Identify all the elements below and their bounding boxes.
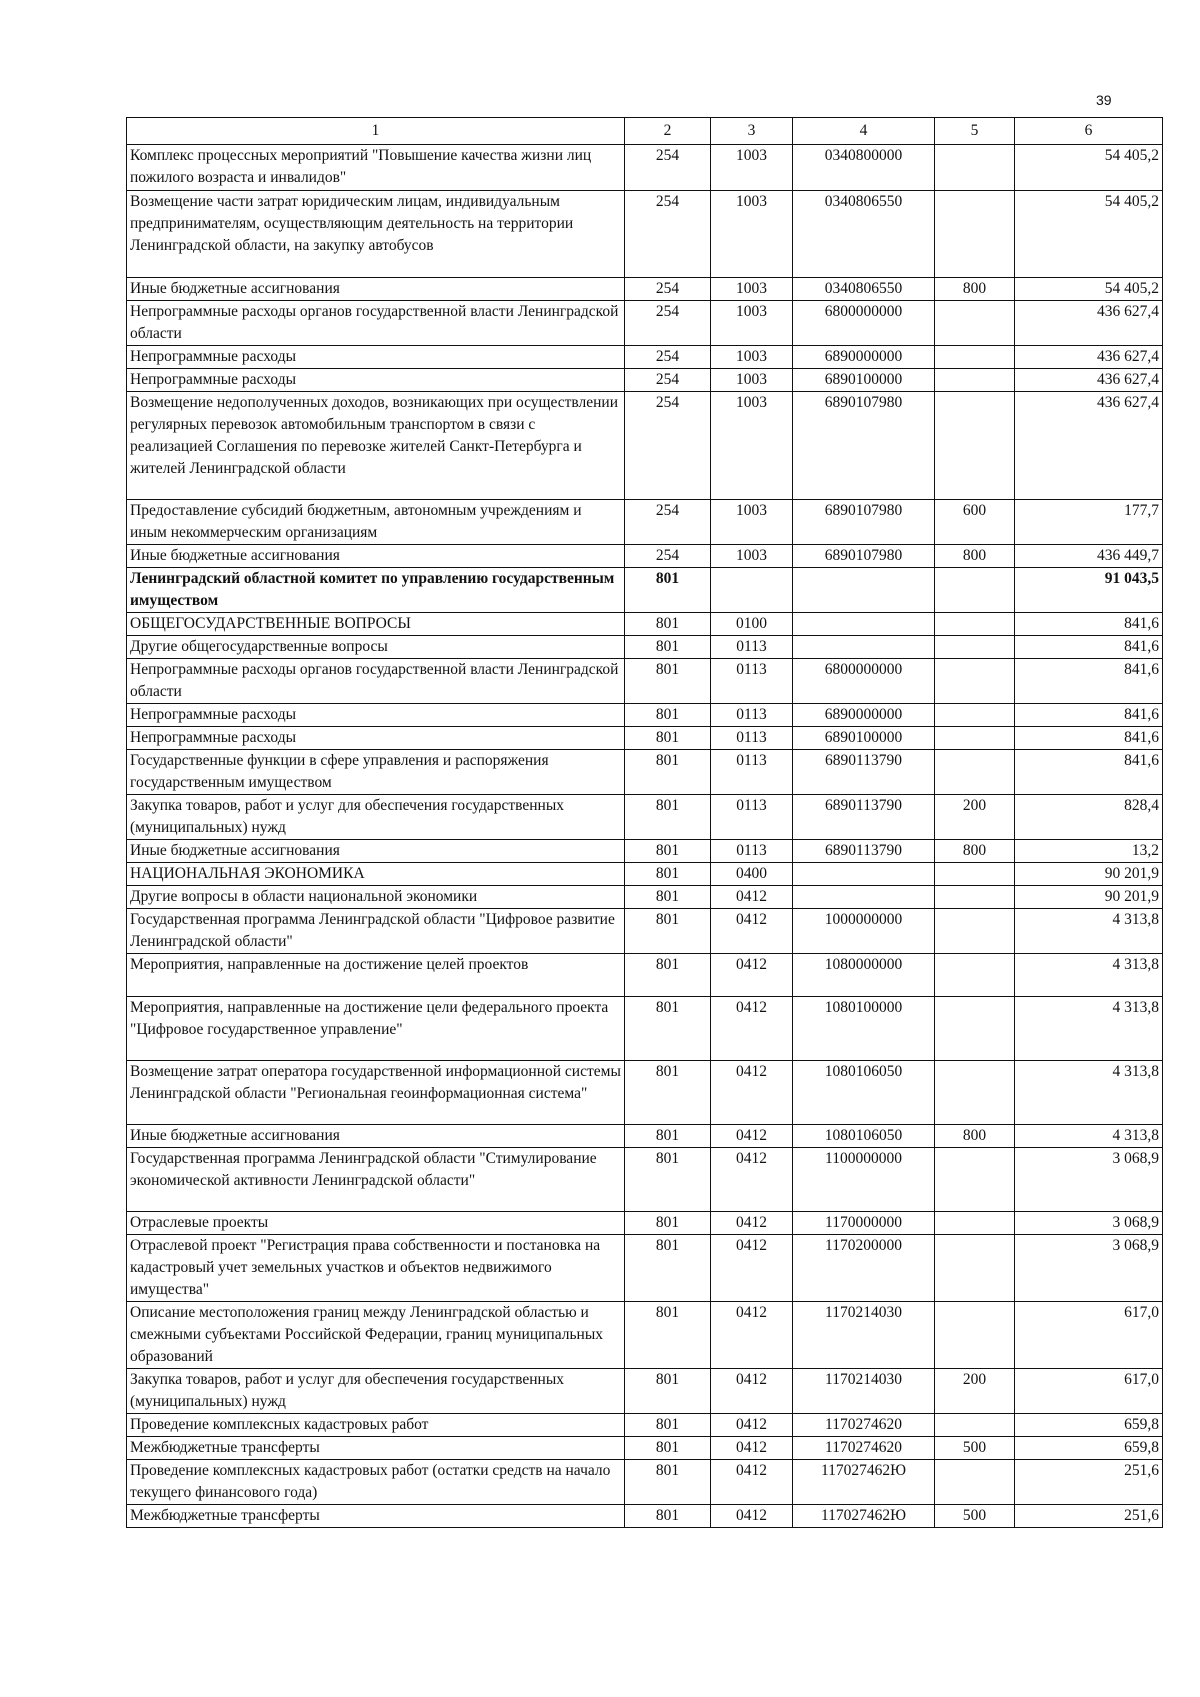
row-amount: 177,7	[1015, 500, 1163, 545]
row-target-code: 6890100000	[793, 369, 935, 392]
row-section-code: 1003	[711, 369, 793, 392]
row-section-code: 1003	[711, 191, 793, 278]
row-name: Иные бюджетные ассигнования	[127, 278, 625, 301]
row-amount: 436 627,4	[1015, 392, 1163, 500]
row-ministry-code: 801	[625, 1125, 711, 1148]
row-section-code: 0412	[711, 1212, 793, 1235]
row-ministry-code: 254	[625, 392, 711, 500]
row-ministry-code: 254	[625, 346, 711, 369]
table-row	[127, 886, 1163, 909]
row-amount: 13,2	[1015, 840, 1163, 863]
table-row	[127, 613, 1163, 636]
row-ministry-code: 801	[625, 1302, 711, 1369]
row-ministry-code: 254	[625, 301, 711, 346]
row-amount: 4 313,8	[1015, 1061, 1163, 1125]
row-section-code: 0400	[711, 863, 793, 886]
row-name: Межбюджетные трансферты	[127, 1505, 625, 1528]
table-row	[127, 750, 1163, 795]
row-name: Предоставление субсидий бюджетным, автономным учреждениям и иным некоммерческим организациям	[127, 500, 625, 545]
row-amount: 659,8	[1015, 1414, 1163, 1437]
row-name: Межбюджетные трансферты	[127, 1437, 625, 1460]
row-expense-type: 200	[935, 795, 1015, 840]
row-expense-type	[935, 346, 1015, 369]
row-ministry-code: 801	[625, 727, 711, 750]
row-ministry-code: 801	[625, 1235, 711, 1302]
row-name: Государственные функции в сфере управления и распоряжения государственным имуществом	[127, 750, 625, 795]
row-expense-type	[935, 636, 1015, 659]
table-header-row	[127, 118, 1163, 145]
row-name: Непрограммные расходы	[127, 369, 625, 392]
table-row	[127, 1212, 1163, 1235]
row-section-code: 0113	[711, 750, 793, 795]
table-row	[127, 1369, 1163, 1414]
row-section-code: 0412	[711, 1460, 793, 1505]
table-row	[127, 1061, 1163, 1125]
row-target-code: 1170214030	[793, 1302, 935, 1369]
row-amount: 659,8	[1015, 1437, 1163, 1460]
row-target-code: 1080106050	[793, 1125, 935, 1148]
row-target-code	[793, 863, 935, 886]
row-amount: 3 068,9	[1015, 1235, 1163, 1302]
row-ministry-code: 801	[625, 1369, 711, 1414]
row-ministry-code: 801	[625, 840, 711, 863]
row-amount: 54 405,2	[1015, 145, 1163, 191]
row-target-code: 6890000000	[793, 704, 935, 727]
row-target-code: 117027462Ю	[793, 1505, 935, 1528]
row-amount: 828,4	[1015, 795, 1163, 840]
table-row	[127, 636, 1163, 659]
table-row	[127, 1148, 1163, 1212]
row-section-code: 1003	[711, 145, 793, 191]
row-name: ОБЩЕГОСУДАРСТВЕННЫЕ ВОПРОСЫ	[127, 613, 625, 636]
row-amount: 436 627,4	[1015, 346, 1163, 369]
row-expense-type	[935, 704, 1015, 727]
row-ministry-code: 801	[625, 704, 711, 727]
table-row	[127, 1125, 1163, 1148]
row-section-code: 1003	[711, 301, 793, 346]
row-section-code: 1003	[711, 500, 793, 545]
row-section-code: 0412	[711, 997, 793, 1061]
row-expense-type	[935, 1460, 1015, 1505]
row-name: Другие вопросы в области национальной экономики	[127, 886, 625, 909]
row-expense-type: 800	[935, 545, 1015, 568]
row-amount: 54 405,2	[1015, 191, 1163, 278]
column-header: 6	[1015, 118, 1163, 145]
row-amount: 841,6	[1015, 613, 1163, 636]
row-expense-type	[935, 568, 1015, 613]
row-name: Иные бюджетные ассигнования	[127, 1125, 625, 1148]
row-section-code: 0412	[711, 909, 793, 954]
row-amount: 251,6	[1015, 1505, 1163, 1528]
row-target-code: 1170274620	[793, 1437, 935, 1460]
table-row	[127, 909, 1163, 954]
row-name: Непрограммные расходы	[127, 727, 625, 750]
row-ministry-code: 801	[625, 863, 711, 886]
row-name: Возмещение затрат оператора государственной информационной системы Ленинградской области "Региональная геоинформационная система"	[127, 1061, 625, 1125]
table-row	[127, 795, 1163, 840]
row-section-code: 0412	[711, 1235, 793, 1302]
row-expense-type	[935, 863, 1015, 886]
row-expense-type	[935, 1235, 1015, 1302]
table-row	[127, 500, 1163, 545]
row-section-code: 0113	[711, 795, 793, 840]
row-target-code: 1100000000	[793, 1148, 935, 1212]
row-name: Отраслевой проект "Регистрация права собственности и постановка на кадастровый учет земельных участков и объектов недвижимого имущества"	[127, 1235, 625, 1302]
row-target-code: 6800000000	[793, 301, 935, 346]
row-target-code: 1080100000	[793, 997, 935, 1061]
row-amount: 841,6	[1015, 750, 1163, 795]
row-section-code: 0412	[711, 1369, 793, 1414]
row-expense-type	[935, 1302, 1015, 1369]
row-name: Непрограммные расходы	[127, 704, 625, 727]
row-name: Ленинградский областной комитет по управлению государственным имуществом	[127, 568, 625, 613]
row-target-code: 6890100000	[793, 727, 935, 750]
row-expense-type	[935, 1212, 1015, 1235]
table-row	[127, 1302, 1163, 1369]
row-section-code: 0412	[711, 1061, 793, 1125]
row-section-code: 0113	[711, 840, 793, 863]
row-name: Государственная программа Ленинградской области "Цифровое развитие Ленинградской области"	[127, 909, 625, 954]
row-name: Другие общегосударственные вопросы	[127, 636, 625, 659]
row-expense-type	[935, 997, 1015, 1061]
row-expense-type	[935, 301, 1015, 346]
row-section-code: 1003	[711, 545, 793, 568]
row-ministry-code: 254	[625, 545, 711, 568]
row-target-code: 1170000000	[793, 1212, 935, 1235]
row-target-code: 6890000000	[793, 346, 935, 369]
row-ministry-code: 801	[625, 1212, 711, 1235]
row-name: Комплекс процессных мероприятий "Повышение качества жизни лиц пожилого возраста и инвалидов"	[127, 145, 625, 191]
row-ministry-code: 801	[625, 613, 711, 636]
row-ministry-code: 254	[625, 278, 711, 301]
column-header: 2	[625, 118, 711, 145]
row-target-code: 1170200000	[793, 1235, 935, 1302]
page-number: 39	[1096, 92, 1112, 108]
row-amount: 841,6	[1015, 727, 1163, 750]
table-row	[127, 1505, 1163, 1528]
row-section-code: 1003	[711, 346, 793, 369]
row-section-code: 0412	[711, 1148, 793, 1212]
table-row	[127, 1460, 1163, 1505]
row-expense-type: 500	[935, 1437, 1015, 1460]
row-name: Непрограммные расходы	[127, 346, 625, 369]
row-target-code: 0340800000	[793, 145, 935, 191]
table-row	[127, 1414, 1163, 1437]
row-ministry-code: 801	[625, 568, 711, 613]
row-amount: 3 068,9	[1015, 1212, 1163, 1235]
row-name: Мероприятия, направленные на достижение целей проектов	[127, 954, 625, 997]
row-section-code: 0412	[711, 1437, 793, 1460]
row-amount: 841,6	[1015, 659, 1163, 704]
row-ministry-code: 801	[625, 1437, 711, 1460]
row-target-code	[793, 886, 935, 909]
table-row	[127, 1235, 1163, 1302]
row-name: Непрограммные расходы органов государственной власти Ленинградской области	[127, 659, 625, 704]
row-section-code: 0100	[711, 613, 793, 636]
table-row	[127, 727, 1163, 750]
column-header: 1	[127, 118, 625, 145]
row-amount: 617,0	[1015, 1302, 1163, 1369]
row-expense-type: 800	[935, 840, 1015, 863]
row-expense-type	[935, 1061, 1015, 1125]
table-row	[127, 840, 1163, 863]
row-amount: 841,6	[1015, 704, 1163, 727]
table-row	[127, 369, 1163, 392]
row-target-code: 1080000000	[793, 954, 935, 997]
row-name: Закупка товаров, работ и услуг для обеспечения государственных (муниципальных) нужд	[127, 795, 625, 840]
row-name: Проведение комплексных кадастровых работ	[127, 1414, 625, 1437]
row-expense-type: 500	[935, 1505, 1015, 1528]
table-row	[127, 863, 1163, 886]
row-ministry-code: 801	[625, 1148, 711, 1212]
row-expense-type	[935, 145, 1015, 191]
row-name: Иные бюджетные ассигнования	[127, 840, 625, 863]
row-name: Описание местоположения границ между Ленинградской областью и смежными субъектами Российской Федерации, границ муниципальных образований	[127, 1302, 625, 1369]
table-row	[127, 392, 1163, 500]
row-name: Государственная программа Ленинградской области "Стимулирование экономической активности Ленинградской области"	[127, 1148, 625, 1212]
column-header: 3	[711, 118, 793, 145]
row-ministry-code: 801	[625, 1061, 711, 1125]
row-expense-type: 200	[935, 1369, 1015, 1414]
row-target-code: 1170274620	[793, 1414, 935, 1437]
row-name: Мероприятия, направленные на достижение цели федерального проекта "Цифровое государственное управление"	[127, 997, 625, 1061]
table-row	[127, 301, 1163, 346]
row-ministry-code: 801	[625, 1414, 711, 1437]
row-ministry-code: 801	[625, 1460, 711, 1505]
row-section-code: 0412	[711, 1125, 793, 1148]
row-section-code: 0412	[711, 954, 793, 997]
row-ministry-code: 254	[625, 145, 711, 191]
row-amount: 4 313,8	[1015, 1125, 1163, 1148]
table-row	[127, 145, 1163, 191]
row-amount: 54 405,2	[1015, 278, 1163, 301]
row-expense-type	[935, 369, 1015, 392]
row-target-code: 0340806550	[793, 278, 935, 301]
row-ministry-code: 254	[625, 500, 711, 545]
row-amount: 436 627,4	[1015, 301, 1163, 346]
row-section-code: 0113	[711, 704, 793, 727]
row-ministry-code: 254	[625, 191, 711, 278]
row-section-code	[711, 568, 793, 613]
row-expense-type	[935, 886, 1015, 909]
row-section-code: 0412	[711, 1505, 793, 1528]
row-amount: 3 068,9	[1015, 1148, 1163, 1212]
row-expense-type: 800	[935, 1125, 1015, 1148]
row-target-code: 6890113790	[793, 750, 935, 795]
row-expense-type	[935, 191, 1015, 278]
row-name: Закупка товаров, работ и услуг для обеспечения государственных (муниципальных) нужд	[127, 1369, 625, 1414]
row-section-code: 0113	[711, 659, 793, 704]
row-amount: 90 201,9	[1015, 886, 1163, 909]
row-target-code: 1000000000	[793, 909, 935, 954]
table-row	[127, 659, 1163, 704]
row-target-code: 6890113790	[793, 840, 935, 863]
row-name: Отраслевые проекты	[127, 1212, 625, 1235]
row-expense-type	[935, 909, 1015, 954]
row-amount: 4 313,8	[1015, 997, 1163, 1061]
table-row	[127, 954, 1163, 997]
row-ministry-code: 801	[625, 997, 711, 1061]
row-amount: 251,6	[1015, 1460, 1163, 1505]
table-row	[127, 346, 1163, 369]
row-name: Возмещение недополученных доходов, возникающих при осуществлении регулярных перевозок автомобильным транспортом в связи с реализацией Соглашения по перевозке жителей Санкт-Петербурга и жителей Ленинградской области	[127, 392, 625, 500]
row-ministry-code: 801	[625, 795, 711, 840]
row-name: Иные бюджетные ассигнования	[127, 545, 625, 568]
table-row	[127, 1437, 1163, 1460]
row-target-code: 1170214030	[793, 1369, 935, 1414]
row-expense-type	[935, 727, 1015, 750]
table-row	[127, 545, 1163, 568]
row-section-code: 0412	[711, 1302, 793, 1369]
table-row	[127, 568, 1163, 613]
row-ministry-code: 801	[625, 886, 711, 909]
row-amount: 841,6	[1015, 636, 1163, 659]
row-expense-type: 600	[935, 500, 1015, 545]
row-expense-type	[935, 659, 1015, 704]
row-ministry-code: 801	[625, 909, 711, 954]
table-row	[127, 997, 1163, 1061]
table-row	[127, 704, 1163, 727]
row-section-code: 0113	[711, 636, 793, 659]
budget-table	[126, 117, 1163, 1528]
row-amount: 617,0	[1015, 1369, 1163, 1414]
row-section-code: 1003	[711, 392, 793, 500]
row-section-code: 1003	[711, 278, 793, 301]
row-target-code: 6890107980	[793, 545, 935, 568]
row-ministry-code: 801	[625, 1505, 711, 1528]
row-target-code: 6800000000	[793, 659, 935, 704]
column-header: 4	[793, 118, 935, 145]
row-amount: 90 201,9	[1015, 863, 1163, 886]
column-header: 5	[935, 118, 1015, 145]
row-amount: 436 449,7	[1015, 545, 1163, 568]
table-body	[127, 145, 1163, 1528]
table-row	[127, 191, 1163, 278]
row-name: Проведение комплексных кадастровых работ (остатки средств на начало текущего финансового года)	[127, 1460, 625, 1505]
row-ministry-code: 801	[625, 954, 711, 997]
row-expense-type	[935, 392, 1015, 500]
row-amount: 91 043,5	[1015, 568, 1163, 613]
row-expense-type: 800	[935, 278, 1015, 301]
row-expense-type	[935, 954, 1015, 997]
row-target-code	[793, 568, 935, 613]
row-amount: 4 313,8	[1015, 954, 1163, 997]
table-row	[127, 278, 1163, 301]
row-expense-type	[935, 1148, 1015, 1212]
row-section-code: 0412	[711, 886, 793, 909]
row-ministry-code: 801	[625, 750, 711, 795]
row-target-code: 6890107980	[793, 500, 935, 545]
row-expense-type	[935, 750, 1015, 795]
row-expense-type	[935, 1414, 1015, 1437]
row-name: Возмещение части затрат юридическим лицам, индивидуальным предпринимателям, осуществляющим деятельность на территории Ленинградской области, на закупку автобусов	[127, 191, 625, 278]
row-amount: 436 627,4	[1015, 369, 1163, 392]
row-target-code	[793, 636, 935, 659]
row-expense-type	[935, 613, 1015, 636]
row-section-code: 0412	[711, 1414, 793, 1437]
row-name: Непрограммные расходы органов государственной власти Ленинградской области	[127, 301, 625, 346]
row-target-code: 1080106050	[793, 1061, 935, 1125]
row-target-code: 117027462Ю	[793, 1460, 935, 1505]
row-target-code: 6890107980	[793, 392, 935, 500]
row-section-code: 0113	[711, 727, 793, 750]
row-target-code: 0340806550	[793, 191, 935, 278]
row-ministry-code: 801	[625, 659, 711, 704]
row-target-code: 6890113790	[793, 795, 935, 840]
row-name: НАЦИОНАЛЬНАЯ ЭКОНОМИКА	[127, 863, 625, 886]
row-amount: 4 313,8	[1015, 909, 1163, 954]
row-ministry-code: 801	[625, 636, 711, 659]
row-target-code	[793, 613, 935, 636]
row-ministry-code: 254	[625, 369, 711, 392]
